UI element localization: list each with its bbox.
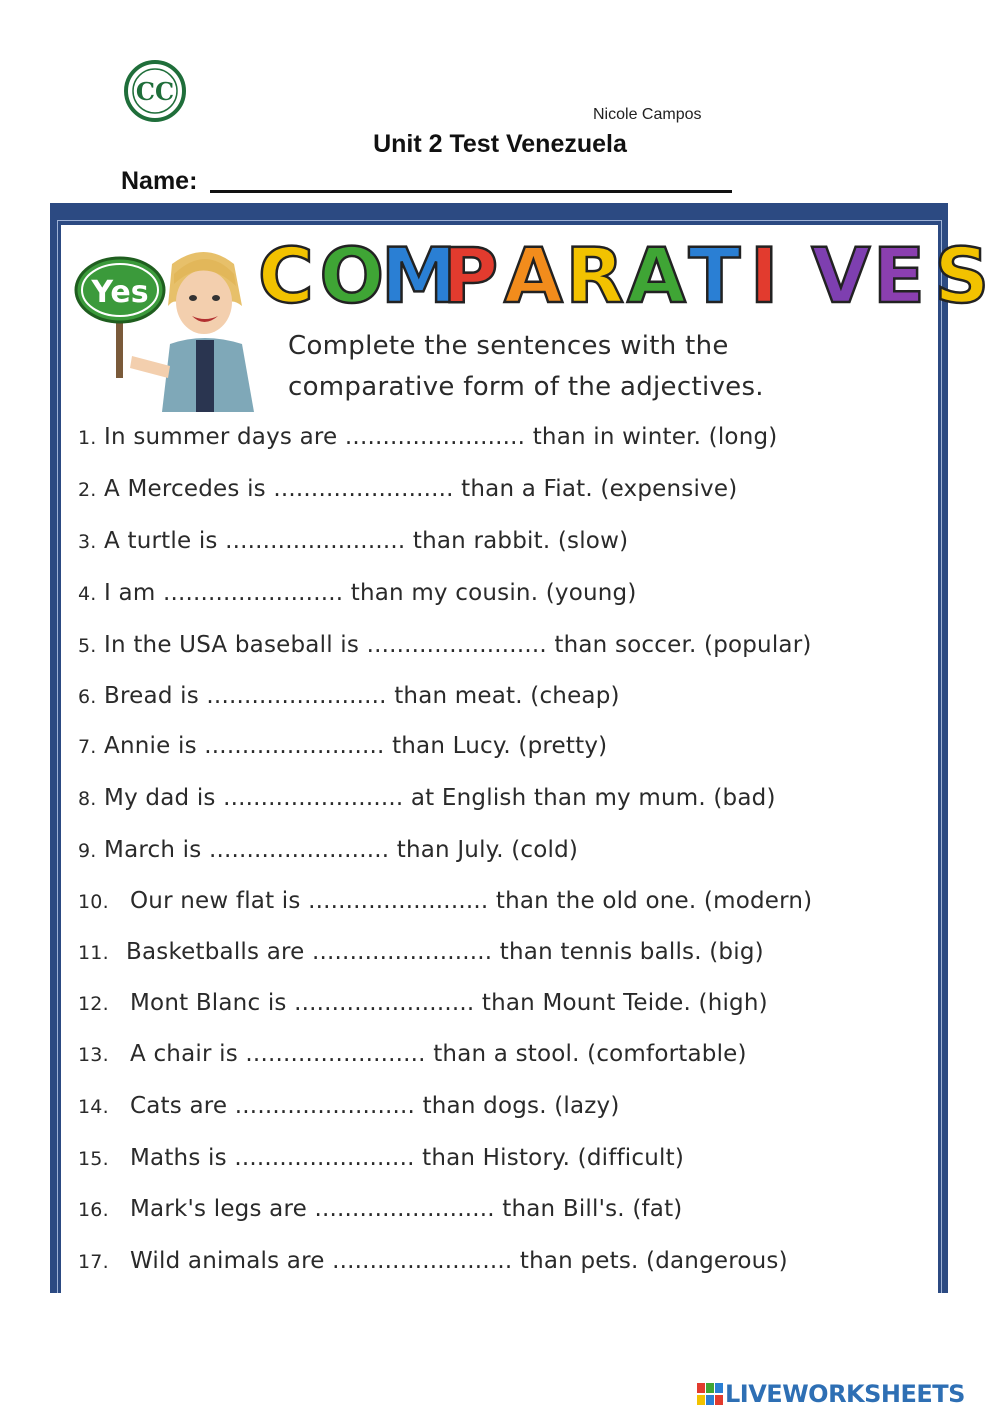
question-number: 9. <box>78 840 97 862</box>
question-text-before: Mont Blanc is <box>130 990 287 1016</box>
question-text-after: than July. (cold) <box>396 837 579 863</box>
answer-blank[interactable]: ........................ <box>245 1041 426 1067</box>
answer-blank[interactable]: ........................ <box>366 632 547 658</box>
question-text-after: than History. (difficult) <box>422 1145 685 1171</box>
question-text-before: In summer days are <box>104 424 338 450</box>
question-text-before: I am <box>104 580 156 606</box>
question-text-after: than Mount Teide. (high) <box>481 990 768 1016</box>
question-number: 15. <box>78 1148 109 1170</box>
school-logo <box>124 60 186 122</box>
question-number: 4. <box>78 583 97 605</box>
question-text-after: than soccer. (popular) <box>554 632 812 658</box>
answer-blank[interactable]: ........................ <box>223 785 404 811</box>
question-number: 6. <box>78 686 97 708</box>
question-item <box>78 837 578 863</box>
banner-letter: P <box>442 231 499 320</box>
question-text-before: Basketballs are <box>126 939 305 965</box>
question-number: 14. <box>78 1096 109 1118</box>
question-text-before: A chair is <box>130 1041 238 1067</box>
banner-letter: O <box>319 231 385 320</box>
document-title: Unit 2 Test Venezuela <box>373 130 627 158</box>
answer-blank[interactable]: ........................ <box>234 1093 416 1119</box>
question-item <box>78 990 768 1016</box>
question-item <box>78 580 637 606</box>
banner-letter: A <box>504 231 563 320</box>
author-name: Nicole Campos <box>593 106 702 123</box>
question-item <box>78 1248 788 1274</box>
question-text-before: Our new flat is <box>130 888 301 914</box>
banner-letter: A <box>627 231 686 320</box>
banner-letter: M <box>381 231 457 320</box>
question-text-after: than my cousin. (young) <box>350 580 637 606</box>
question-item <box>78 424 777 450</box>
question-text-after: than the old one. (modern) <box>495 888 813 914</box>
question-number: 2. <box>78 479 97 501</box>
question-item <box>78 1145 684 1171</box>
question-item <box>78 683 620 709</box>
question-text-before: Bread is <box>104 683 199 709</box>
question-number: 17. <box>78 1251 109 1273</box>
name-answer-line[interactable] <box>210 190 732 193</box>
instructions-line-1: Complete the sentences with the <box>288 331 729 361</box>
question-item <box>78 528 628 554</box>
answer-blank[interactable]: ........................ <box>312 939 493 965</box>
answer-blank[interactable]: ........................ <box>206 683 387 709</box>
question-text-after: than meat. (cheap) <box>394 683 620 709</box>
question-number: 5. <box>78 635 97 657</box>
answer-blank[interactable]: ........................ <box>234 1145 415 1171</box>
question-text-after: than pets. (dangerous) <box>519 1248 788 1274</box>
answer-blank[interactable]: ........................ <box>294 990 475 1016</box>
question-item <box>78 888 812 914</box>
question-item <box>78 1196 682 1222</box>
question-text-after: than a Fiat. (expensive) <box>461 476 738 502</box>
question-text-before: In the USA baseball is <box>104 632 360 658</box>
liveworksheets-logo-icon <box>697 1383 723 1405</box>
liveworksheets-brand <box>697 1380 997 1406</box>
answer-blank[interactable]: ........................ <box>273 476 454 502</box>
banner-letter: S <box>934 231 990 320</box>
question-text-before: My dad is <box>104 785 216 811</box>
question-item <box>78 1093 620 1119</box>
yes-sign-text: Yes <box>91 275 149 310</box>
question-number: 3. <box>78 531 97 553</box>
question-text-after: than rabbit. (slow) <box>412 528 629 554</box>
logo-text: CC <box>135 77 175 106</box>
question-text-after: than in winter. (long) <box>532 424 778 450</box>
instructions-line-2: comparative form of the adjectives. <box>288 372 764 402</box>
question-text-after: at English than my mum. (bad) <box>410 785 776 811</box>
question-item <box>78 785 776 811</box>
answer-blank[interactable]: ........................ <box>204 733 385 759</box>
banner-letter: R <box>565 231 625 320</box>
banner-letter: T <box>688 231 741 320</box>
question-text-after: than Lucy. (pretty) <box>392 733 608 759</box>
question-text-before: Cats are <box>130 1093 228 1119</box>
question-text-before: Annie is <box>104 733 197 759</box>
question-number: 7. <box>78 736 97 758</box>
question-item <box>78 733 607 759</box>
liveworksheets-text: LIVEWORKSHEETS <box>725 1380 965 1408</box>
question-text-before: A turtle is <box>104 528 218 554</box>
answer-blank[interactable]: ........................ <box>314 1196 495 1222</box>
question-number: 1. <box>78 427 97 449</box>
question-text-before: Mark's legs are <box>130 1196 307 1222</box>
answer-blank[interactable]: ........................ <box>208 837 390 863</box>
question-text-before: A Mercedes is <box>104 476 266 502</box>
name-label: Name: <box>121 167 198 195</box>
question-text-after: than dogs. (lazy) <box>422 1093 620 1119</box>
banner-letter: C <box>258 231 314 320</box>
banner-letter: V <box>811 231 871 320</box>
question-number: 16. <box>78 1199 109 1221</box>
teacher-yes-sign-icon <box>72 236 272 412</box>
question-text-before: Wild animals are <box>130 1248 325 1274</box>
question-text-after: than Bill's. (fat) <box>502 1196 683 1222</box>
question-number: 13. <box>78 1044 109 1066</box>
question-text-after: than a stool. (comfortable) <box>433 1041 747 1067</box>
question-number: 11. <box>78 942 109 964</box>
instructions <box>288 326 764 408</box>
answer-blank[interactable]: ........................ <box>344 424 526 450</box>
question-item <box>78 476 737 502</box>
question-text-after: than tennis balls. (big) <box>499 939 764 965</box>
comparatives-banner <box>252 230 990 320</box>
question-item <box>78 632 812 658</box>
question-number: 10. <box>78 891 109 913</box>
answer-blank[interactable]: ........................ <box>332 1248 513 1274</box>
banner-letter: E <box>873 231 925 320</box>
answer-blank[interactable]: ........................ <box>162 580 344 606</box>
question-item <box>78 939 764 965</box>
question-text-before: March is <box>104 837 202 863</box>
question-number: 12. <box>78 993 109 1015</box>
question-number: 8. <box>78 788 97 810</box>
answer-blank[interactable]: ........................ <box>225 528 406 554</box>
question-item <box>78 1041 747 1067</box>
answer-blank[interactable]: ........................ <box>308 888 489 914</box>
question-text-before: Maths is <box>130 1145 227 1171</box>
banner-letter: I <box>750 231 779 320</box>
